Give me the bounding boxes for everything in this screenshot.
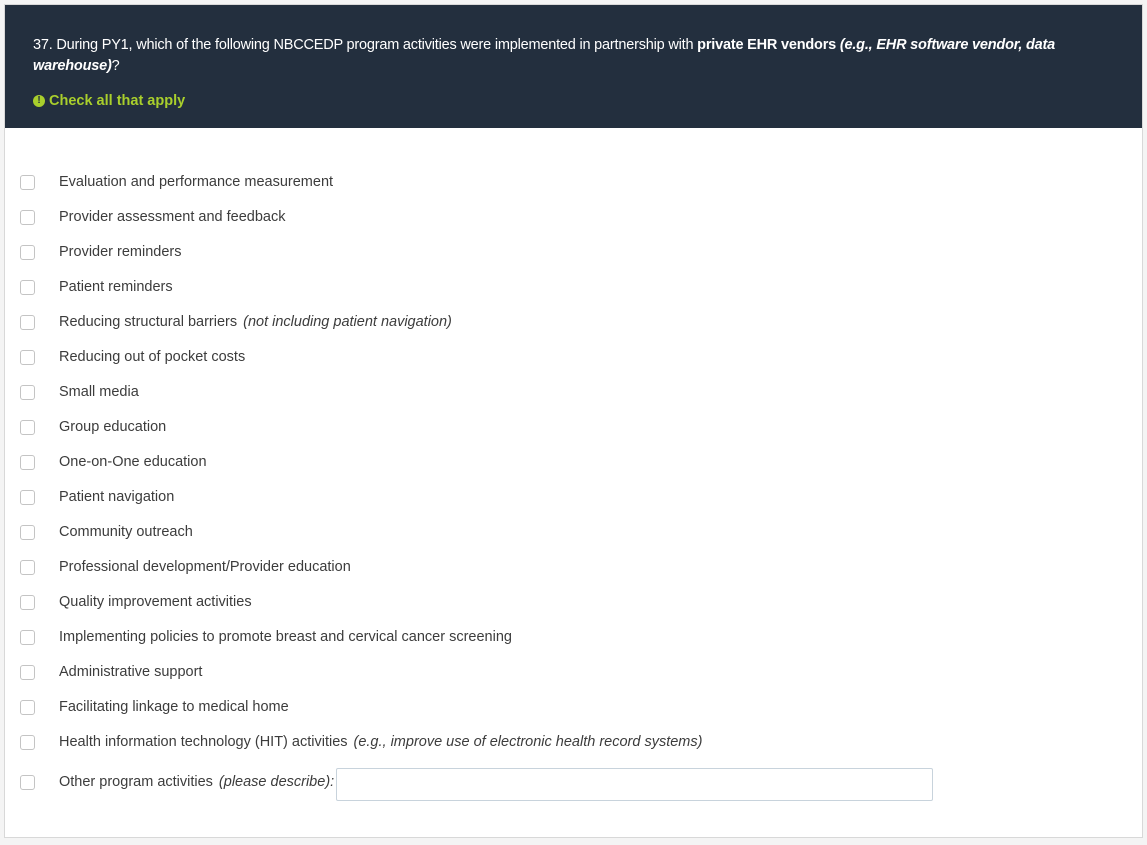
option-label: Evaluation and performance measurement bbox=[59, 174, 334, 190]
option-label: Small media bbox=[59, 384, 139, 400]
checkbox[interactable] bbox=[20, 455, 35, 470]
option-item[interactable] bbox=[20, 310, 452, 334]
option-item[interactable] bbox=[20, 380, 139, 404]
question-card bbox=[4, 4, 1143, 838]
checkbox[interactable] bbox=[20, 525, 35, 540]
checkbox[interactable] bbox=[20, 280, 35, 295]
option-item[interactable] bbox=[20, 170, 333, 194]
checkbox[interactable] bbox=[20, 700, 35, 715]
option-label: Administrative support bbox=[59, 664, 203, 680]
option-item[interactable] bbox=[20, 520, 193, 544]
option-label: Group education bbox=[59, 419, 167, 435]
checkbox[interactable] bbox=[20, 735, 35, 750]
option-label: Professional development/Provider education bbox=[59, 559, 351, 575]
option-label: Patient navigation bbox=[59, 489, 175, 505]
option-label: Health information technology (HIT) activities bbox=[59, 734, 348, 750]
option-label: Patient reminders bbox=[59, 279, 173, 295]
option-item[interactable] bbox=[20, 240, 182, 264]
option-label: Reducing structural barriers bbox=[59, 314, 238, 330]
option-note: (not including patient navigation) bbox=[243, 314, 452, 330]
option-label: Facilitating linkage to medical home bbox=[59, 699, 289, 715]
question-prefix: 37. During PY1, which of the following NBCCEDP program activities were implemented in partnership with bbox=[33, 37, 698, 53]
option-item[interactable] bbox=[20, 450, 207, 474]
question-suffix: ? bbox=[111, 58, 120, 74]
option-label: Reducing out of pocket costs bbox=[59, 349, 246, 365]
checkbox[interactable] bbox=[20, 490, 35, 505]
check-all-hint bbox=[33, 93, 185, 109]
option-note: (e.g., improve use of electronic health record systems) bbox=[353, 734, 703, 750]
checkbox[interactable] bbox=[20, 315, 35, 330]
checkbox[interactable] bbox=[20, 595, 35, 610]
option-item[interactable] bbox=[20, 660, 202, 684]
option-item[interactable] bbox=[20, 555, 351, 579]
checkbox-other[interactable] bbox=[20, 775, 35, 790]
option-label: Provider reminders bbox=[59, 244, 182, 260]
checkbox[interactable] bbox=[20, 560, 35, 575]
question-text bbox=[33, 35, 1093, 77]
option-other[interactable] bbox=[20, 770, 334, 794]
option-item[interactable] bbox=[20, 695, 289, 719]
checkbox[interactable] bbox=[20, 665, 35, 680]
checkbox[interactable] bbox=[20, 175, 35, 190]
option-label: Community outreach bbox=[59, 524, 193, 540]
hint-text: Check all that apply bbox=[49, 93, 186, 109]
question-example: (e.g., EHR software vendor, data warehouse) bbox=[33, 37, 1056, 74]
option-label: Implementing policies to promote breast and cervical cancer screening bbox=[59, 629, 512, 645]
option-item[interactable] bbox=[20, 345, 245, 369]
other-describe-input[interactable] bbox=[336, 768, 933, 801]
checkbox[interactable] bbox=[20, 210, 35, 225]
option-label: Other program activities bbox=[59, 774, 213, 790]
option-item[interactable] bbox=[20, 205, 286, 229]
option-item[interactable] bbox=[20, 485, 174, 509]
option-item[interactable] bbox=[20, 590, 252, 614]
checkbox[interactable] bbox=[20, 350, 35, 365]
option-label: One-on-One education bbox=[59, 454, 207, 470]
checkbox[interactable] bbox=[20, 630, 35, 645]
checkbox[interactable] bbox=[20, 385, 35, 400]
option-label: Provider assessment and feedback bbox=[59, 209, 286, 225]
question-bold: private EHR vendors bbox=[697, 37, 837, 53]
checkbox[interactable] bbox=[20, 245, 35, 260]
option-label: Quality improvement activities bbox=[59, 594, 252, 610]
option-item[interactable] bbox=[20, 415, 166, 439]
option-item[interactable] bbox=[20, 625, 512, 649]
option-item[interactable] bbox=[20, 730, 702, 754]
question-header bbox=[5, 5, 1142, 128]
option-note: (please describe): bbox=[218, 774, 335, 790]
exclamation-icon: ! bbox=[33, 95, 45, 107]
option-item[interactable] bbox=[20, 275, 173, 299]
checkbox[interactable] bbox=[20, 420, 35, 435]
